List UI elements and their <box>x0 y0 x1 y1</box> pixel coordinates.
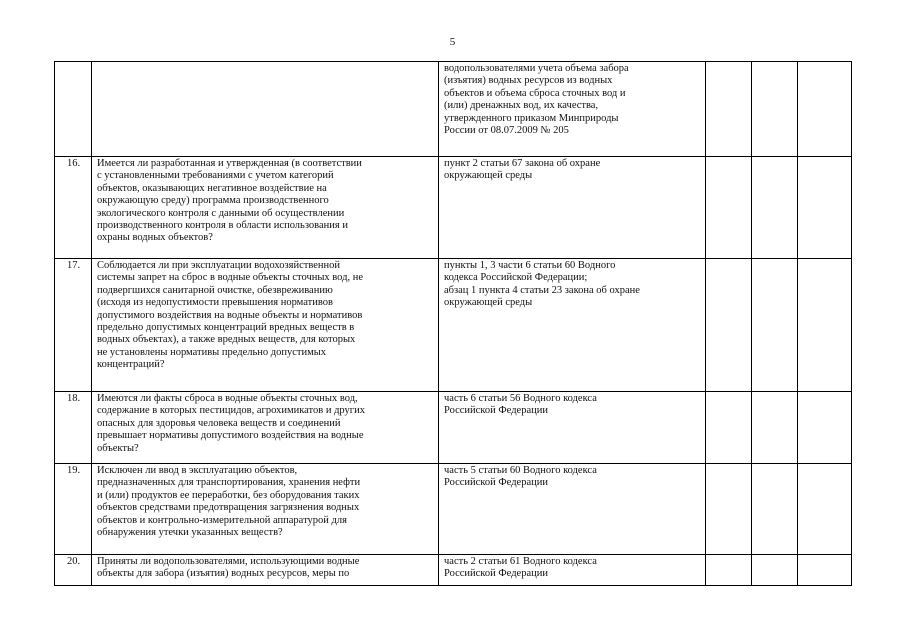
requirement-question: Соблюдается ли при эксплуатации водохозяйственной системы запрет на сброс в водные объекты сточных вод, не подвергшихся санитарной очистке, обезвреживанию (исходя из недопустимости превышения нормативов допустимого воздействия на водные объекты и нормативов предельно допустимых концентраций вредных веществ в водных объектах), а также вредных веществ, для которых не установлены нормативы предельно допустимых концентраций? <box>92 259 439 392</box>
legal-reference: водопользователями учета объема забора (изъятия) водных ресурсов из водных объектов и объема сброса сточных вод и (или) дренажных вод, их качества, утвержденного приказом Минприроды России от 08.07.2009 № 205 <box>439 62 706 157</box>
table-row <box>55 157 852 259</box>
legal-reference: пункты 1, 3 части 6 статьи 60 Водного кодекса Российской Федерации; абзац 1 пункта 4 статьи 23 закона об охране окружающей среды <box>439 259 706 392</box>
legal-reference: пункт 2 статьи 67 закона об охране окружающей среды <box>439 157 706 259</box>
table-row <box>55 392 852 464</box>
answer-yes-cell <box>706 259 752 392</box>
requirement-question: Имеются ли факты сброса в водные объекты сточных вод, содержание в которых пестицидов, агрохимикатов и других опасных для здоровья человека веществ и соединений превышает нормативы допустимого воздействия на водные объекты? <box>92 392 439 464</box>
table-row <box>55 555 852 586</box>
requirement-question: Приняты ли водопользователями, использующими водные объекты для забора (изъятия) водных ресурсов, меры по <box>92 555 439 586</box>
answer-yes-cell <box>706 157 752 259</box>
requirement-question <box>92 62 439 157</box>
answer-no-cell <box>752 555 798 586</box>
row-number: 20. <box>55 555 92 586</box>
answer-no-cell <box>752 157 798 259</box>
table-row <box>55 464 852 555</box>
answer-no-cell <box>752 392 798 464</box>
answer-yes-cell <box>706 555 752 586</box>
answer-yes-cell <box>706 464 752 555</box>
requirement-question: Исключен ли ввод в эксплуатацию объектов, предназначенных для транспортирования, хранения нефти и (или) продуктов ее переработки, без оборудования таких объектов средствами предотвращения загрязнения водных объектов и контрольно-измерительной аппаратурой для обнаружения утечки указанных веществ? <box>92 464 439 555</box>
row-number: 18. <box>55 392 92 464</box>
not-applicable-cell <box>798 555 852 586</box>
answer-yes-cell <box>706 62 752 157</box>
row-number: 16. <box>55 157 92 259</box>
answer-yes-cell <box>706 392 752 464</box>
legal-reference: часть 5 статьи 60 Водного кодекса Российской Федерации <box>439 464 706 555</box>
row-number <box>55 62 92 157</box>
legal-reference: часть 6 статьи 56 Водного кодекса Российской Федерации <box>439 392 706 464</box>
row-number: 19. <box>55 464 92 555</box>
table-row <box>55 62 852 157</box>
not-applicable-cell <box>798 392 852 464</box>
table-row <box>55 259 852 392</box>
requirement-question: Имеется ли разработанная и утвержденная (в соответствии с установленными требованиями с учетом категорий объектов, оказывающих негативное воздействие на окружающую среду) программа производственного экологического контроля с данными об осуществлении производственного контроля в области использования и охраны водных объектов? <box>92 157 439 259</box>
checklist-table <box>54 61 852 586</box>
answer-no-cell <box>752 62 798 157</box>
not-applicable-cell <box>798 464 852 555</box>
not-applicable-cell <box>798 62 852 157</box>
answer-no-cell <box>752 259 798 392</box>
row-number: 17. <box>55 259 92 392</box>
answer-no-cell <box>752 464 798 555</box>
not-applicable-cell <box>798 259 852 392</box>
legal-reference: часть 2 статьи 61 Водного кодекса Российской Федерации <box>439 555 706 586</box>
page-number: 5 <box>449 36 456 48</box>
not-applicable-cell <box>798 157 852 259</box>
